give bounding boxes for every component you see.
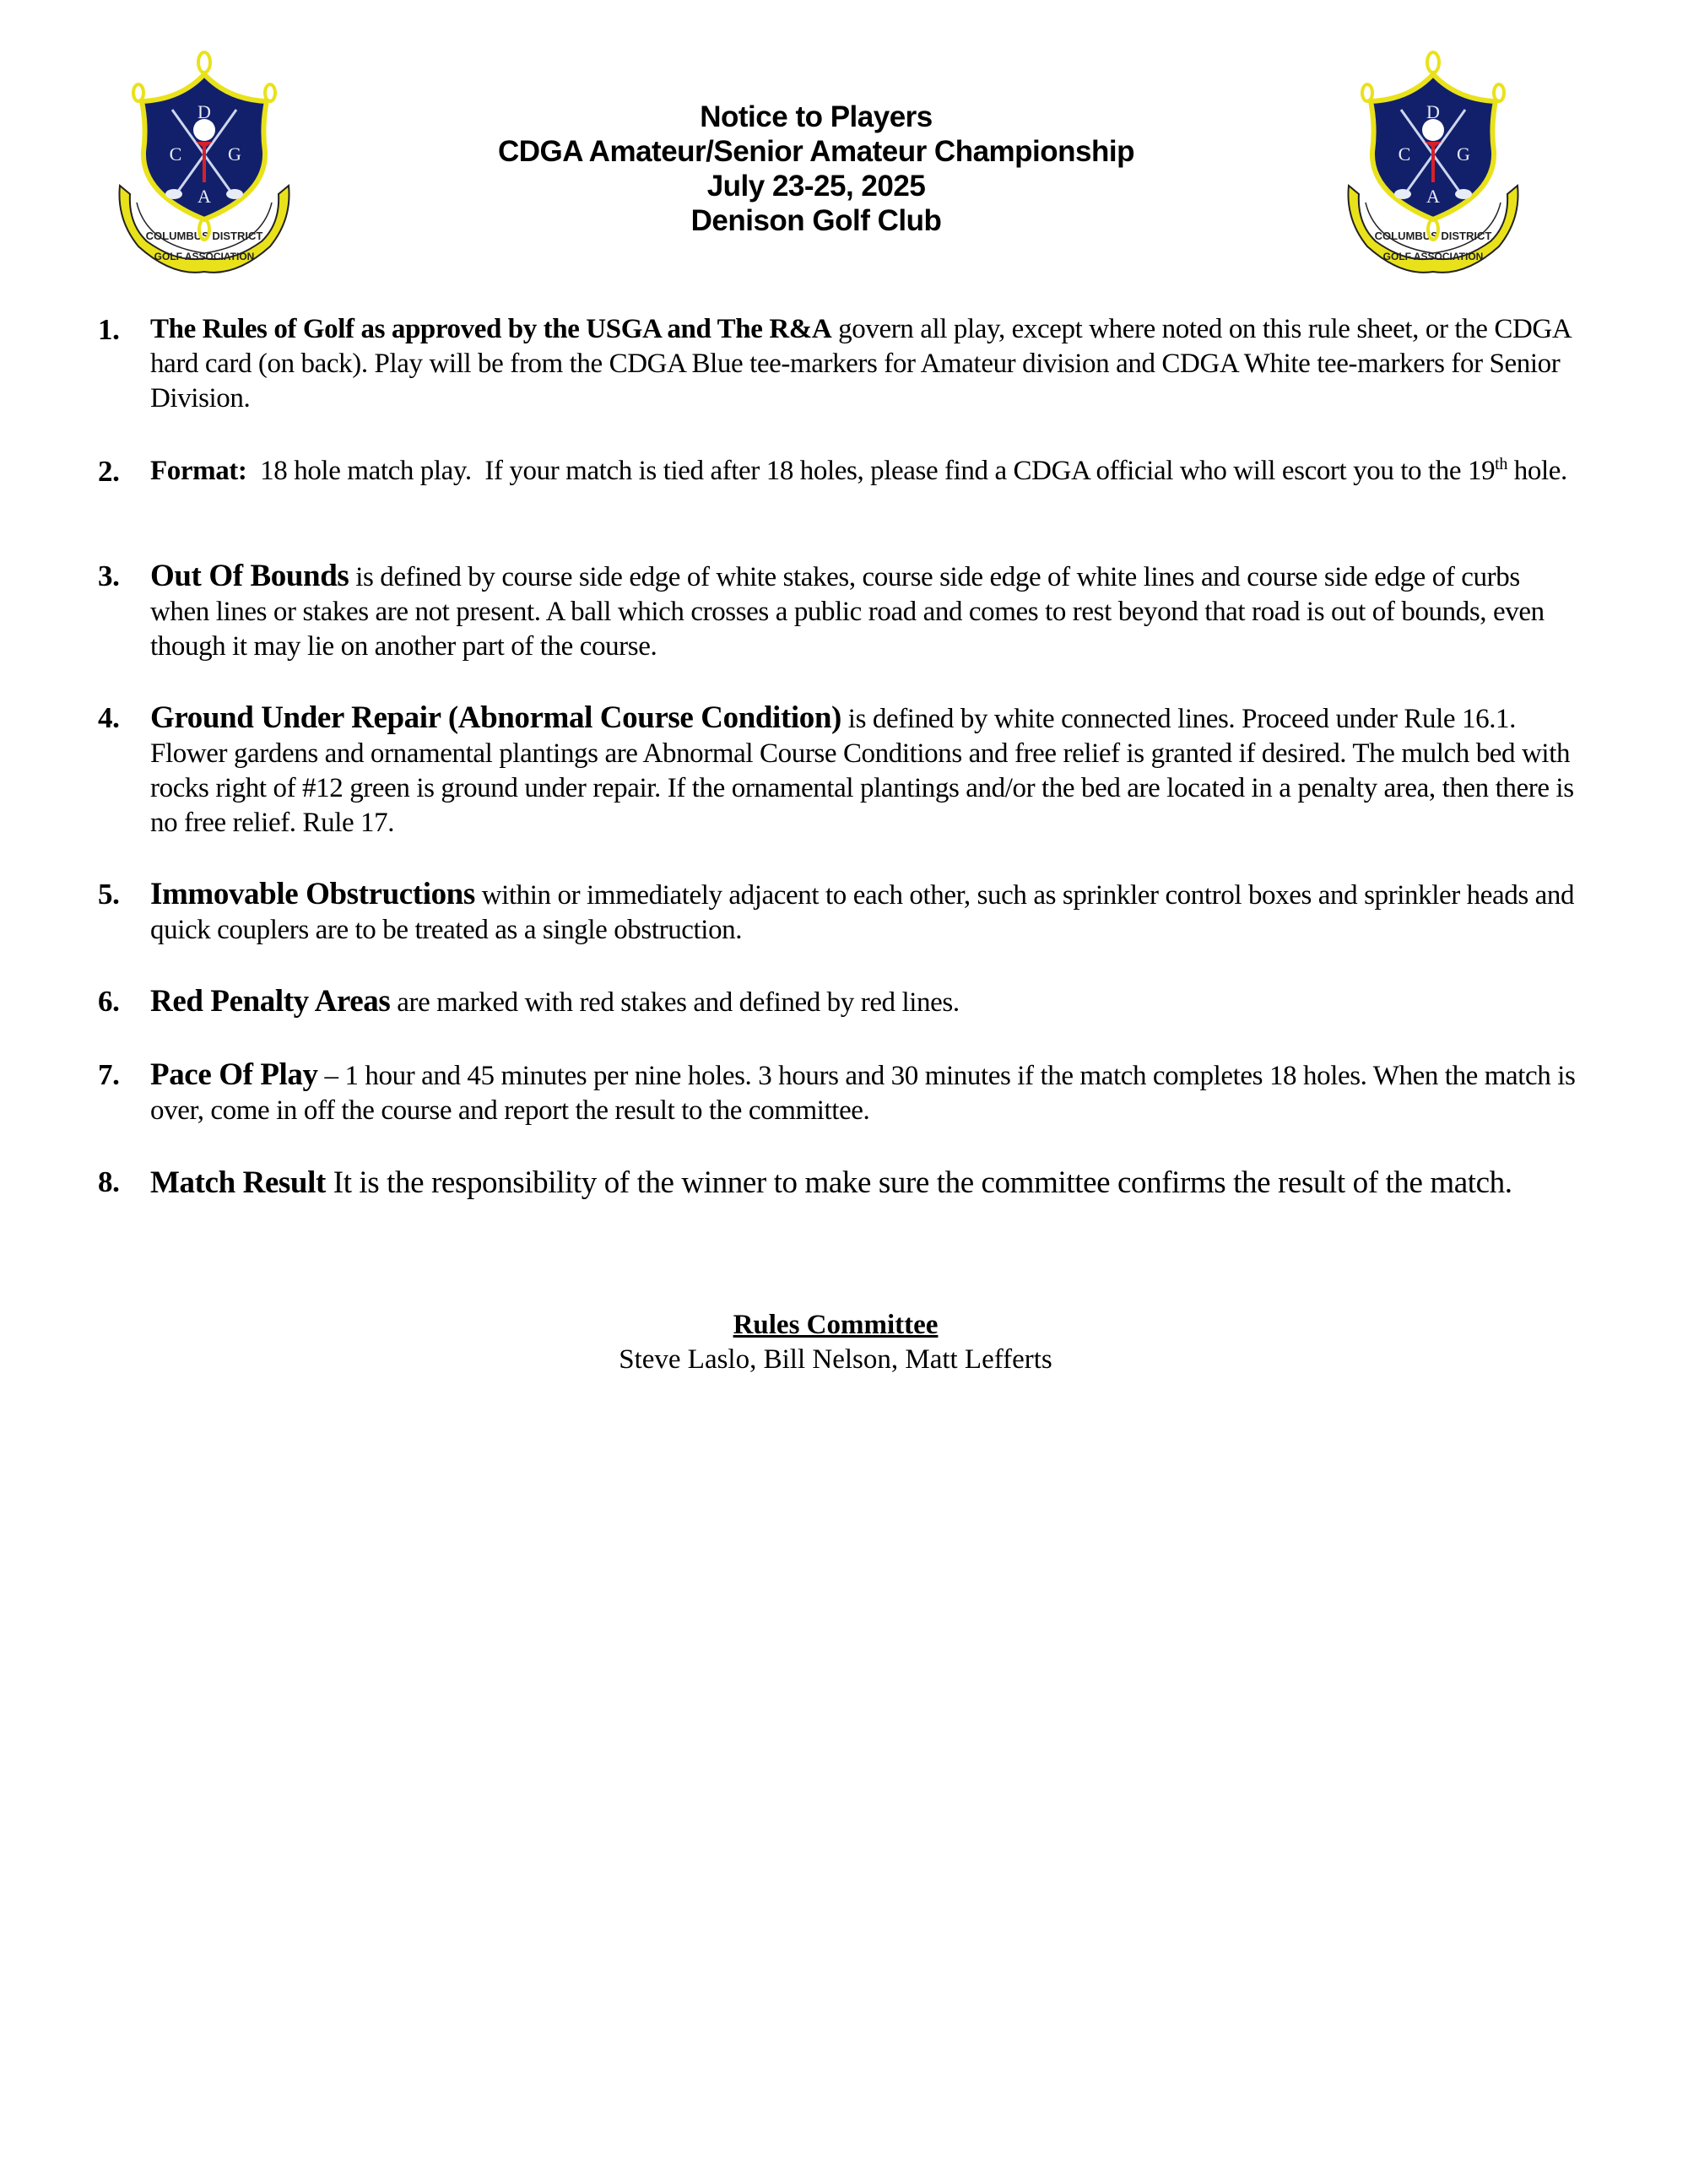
rule-number: 1. bbox=[98, 313, 120, 346]
rule-number: 4. bbox=[98, 701, 120, 734]
rules-committee bbox=[0, 1308, 1671, 1377]
rule-item-6 bbox=[98, 984, 1583, 1020]
rule-heading: The Rules of Golf as approved by the USGA and The R&A bbox=[150, 314, 832, 344]
rule-heading: Pace Of Play bbox=[150, 1057, 318, 1092]
committee-members: Steve Laslo, Bill Nelson, Matt Lefferts bbox=[619, 1344, 1052, 1375]
rule-number: 7. bbox=[98, 1058, 120, 1091]
rule-text: – 1 hour and 45 minutes per nine holes. 3 hours and 30 minutes if the match completes 18 holes. When the match is over, come in off the course and report the result to the committee. bbox=[150, 1061, 1576, 1126]
rule-item-5 bbox=[98, 877, 1583, 948]
rule-item-3 bbox=[98, 559, 1583, 664]
rule-heading: Ground Under Repair (Abnormal Course Condition) bbox=[150, 700, 841, 735]
rule-heading: Red Penalty Areas bbox=[150, 984, 391, 1019]
rule-text: are marked with red stakes and defined by red lines. bbox=[390, 987, 960, 1018]
rule-heading: Match Result bbox=[150, 1165, 326, 1200]
rule-number: 6. bbox=[98, 985, 120, 1018]
rule-number: 5. bbox=[98, 878, 120, 911]
rule-item-7 bbox=[98, 1057, 1583, 1128]
rule-heading: Immovable Obstructions bbox=[150, 877, 475, 911]
rule-item-4 bbox=[98, 700, 1583, 841]
rule-item-1 bbox=[98, 312, 1583, 416]
committee-title: Rules Committee bbox=[733, 1310, 939, 1340]
notice-title: Notice to Players bbox=[700, 100, 933, 133]
rule-number: 2. bbox=[98, 455, 120, 488]
rule-text: within or immediately adjacent to each other, such as sprinkler control boxes and sprinkler heads and quick couplers are to be treated as a single obstruction. bbox=[150, 880, 1575, 945]
rule-text: govern all play, except where noted on this rule sheet, or the CDGA hard card (on back). Play will be from the CDGA Blue tee-markers for Amateur division and CDGA White tee-markers for Senior Division. bbox=[150, 314, 1571, 414]
rule-number: 8. bbox=[98, 1165, 120, 1198]
rule-item-8 bbox=[98, 1165, 1583, 1201]
rule-text: is defined by course side edge of white stakes, course side edge of white lines and course side edge of curbs when lines or stakes are not present. A ball which crosses a public road and comes to rest beyond that road is out of bounds, even though it may lie on another part of the course. bbox=[150, 562, 1545, 662]
event-dates: July 23-25, 2025 bbox=[706, 170, 926, 203]
rule-heading: Out Of Bounds bbox=[150, 559, 349, 593]
rule-text: It is the responsibility of the winner to make sure the committee confirms the result of the match. bbox=[325, 1165, 1512, 1200]
rule-text: is defined by white connected lines. Proceed under Rule 16.1. Flower gardens and ornamental plantings are Abnormal Course Conditions and free relief is granted if desired. The mulch bed with rocks right of #12 green is ground under repair. If the ornamental plantings and/or the bed are located in a penalty area, then there is no free relief. Rule 17. bbox=[150, 704, 1574, 838]
rule-heading: Format: bbox=[150, 456, 247, 486]
venue-name: Denison Golf Club bbox=[690, 204, 942, 237]
ordinal-suffix: th bbox=[1495, 455, 1507, 473]
document-header bbox=[0, 100, 1632, 238]
rule-text: 18 hole match play. If your match is tied after 18 holes, please find a CDGA official who will escort you to the 19 bbox=[246, 456, 1496, 486]
rule-text-end: hole. bbox=[1507, 456, 1567, 486]
rule-item-2 bbox=[98, 454, 1583, 489]
rule-number: 3. bbox=[98, 560, 120, 592]
championship-name: CDGA Amateur/Senior Amateur Championship bbox=[498, 135, 1134, 168]
